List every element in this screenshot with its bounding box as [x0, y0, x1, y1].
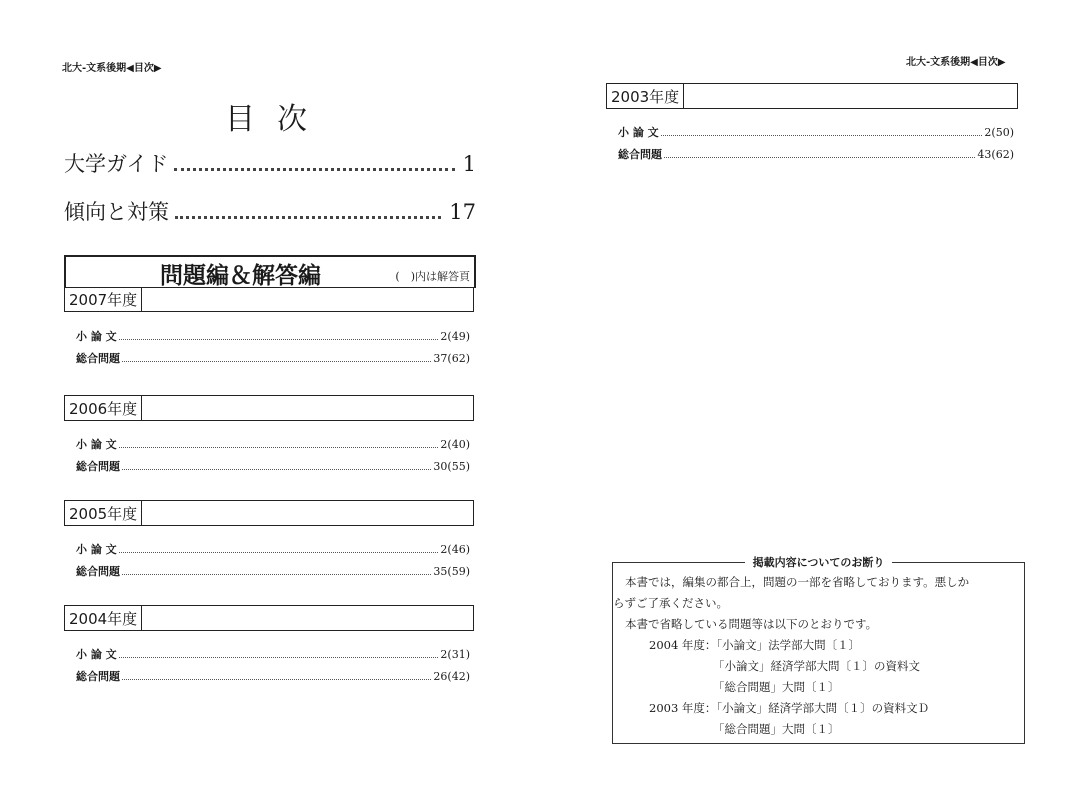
toc-entry[interactable]	[76, 541, 470, 557]
entry-label: 小 論 文	[618, 126, 659, 139]
toc-entry-strategy[interactable]	[64, 196, 476, 226]
entry-page: 30(55)	[433, 460, 470, 473]
toc-entry[interactable]	[76, 328, 470, 344]
year-label: 2004年度	[65, 606, 142, 630]
entry-label: 傾向と対策	[64, 200, 169, 224]
toc-entry[interactable]	[76, 668, 470, 684]
entry-label: 総合問題	[76, 352, 120, 365]
entry-label: 小 論 文	[76, 543, 117, 556]
page-header-left: 北大-文系後期◀目次▶	[62, 63, 162, 74]
leader-dots	[122, 679, 431, 680]
year-label: 2003年度	[607, 84, 684, 108]
leader-dots	[119, 657, 439, 658]
banner-title: 問題編＆解答編	[160, 263, 321, 289]
entry-page: 37(62)	[433, 352, 470, 365]
notice-line: 本書で省略している問題等は以下のとおりです。	[625, 617, 878, 631]
toc-entry[interactable]	[618, 146, 1014, 162]
notice-line: 「小論文」経済学部大問〔１〕の資料文	[713, 659, 920, 673]
entry-page: 2(46)	[440, 543, 470, 556]
entry-page: 2(49)	[440, 330, 470, 343]
toc-entry[interactable]	[76, 563, 470, 579]
leader-dots	[119, 447, 439, 448]
notice-line: らずご了承ください。	[613, 596, 728, 610]
toc-entry[interactable]	[76, 458, 470, 474]
toc-entry-guide[interactable]	[64, 148, 476, 178]
year-header	[64, 287, 474, 312]
notice-line: 「総合問題」大問〔１〕	[713, 722, 840, 736]
notice-box	[612, 556, 1025, 744]
entry-label: 総合問題	[76, 460, 120, 473]
leader-dots	[122, 574, 431, 575]
entry-label: 総合問題	[76, 670, 120, 683]
entry-page: 1	[462, 152, 476, 176]
leader-dots	[661, 135, 983, 136]
toc-entry[interactable]	[76, 436, 470, 452]
entry-label: 小 論 文	[76, 438, 117, 451]
entry-page: 43(62)	[977, 148, 1014, 161]
notice-line: 2003 年度：「小論文」経済学部大問〔１〕の資料文Ｄ	[649, 701, 930, 715]
year-header	[64, 500, 474, 526]
entry-page: 26(42)	[433, 670, 470, 683]
notice-line: 本書では，編集の都合上，問題の一部を省略しております。悪しか	[625, 575, 970, 589]
year-header	[64, 605, 474, 631]
page-header-right: 北大-文系後期◀目次▶	[906, 57, 1006, 68]
entry-label: 総合問題	[76, 565, 120, 578]
entry-page: 35(59)	[433, 565, 470, 578]
toc-entry[interactable]	[618, 124, 1014, 140]
entry-label: 大学ガイド	[64, 152, 169, 176]
notice-line: 2004 年度：「小論文」法学部大問〔１〕	[649, 638, 861, 652]
leader-dots	[175, 216, 441, 219]
leader-dots	[122, 469, 431, 470]
toc-entry[interactable]	[76, 646, 470, 662]
leader-dots	[174, 168, 454, 171]
entry-page: 2(50)	[984, 126, 1014, 139]
entry-label: 小 論 文	[76, 648, 117, 661]
section-banner	[64, 255, 476, 288]
year-label: 2006年度	[65, 396, 142, 420]
entry-label: 総合問題	[618, 148, 662, 161]
year-label: 2005年度	[65, 501, 142, 525]
notice-line: 「総合問題」大問〔１〕	[713, 680, 840, 694]
toc-entry[interactable]	[76, 350, 470, 366]
entry-page: 17	[449, 200, 476, 224]
page-title: 目次	[225, 102, 329, 137]
entry-page: 2(40)	[440, 438, 470, 451]
entry-page: 2(31)	[440, 648, 470, 661]
banner-note: ( )内は解答頁	[395, 270, 470, 283]
entry-label: 小 論 文	[76, 330, 117, 343]
leader-dots	[664, 157, 975, 158]
year-label: 2007年度	[65, 287, 142, 311]
leader-dots	[119, 552, 439, 553]
notice-caption: 掲載内容についてのお断り	[752, 556, 885, 569]
year-header	[64, 395, 474, 421]
leader-dots	[119, 339, 439, 340]
leader-dots	[122, 361, 431, 362]
year-header	[606, 83, 1018, 109]
